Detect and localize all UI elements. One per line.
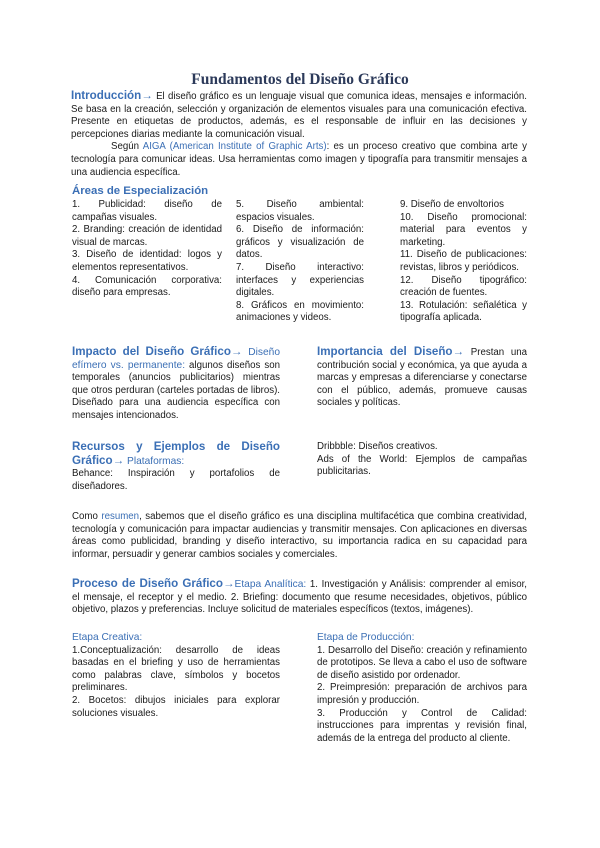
resumen-pre: Como bbox=[72, 511, 102, 522]
area-item: 13. Rotulación: señalética y tipografía aplicada. bbox=[400, 299, 527, 324]
area-item: 8. Gráficos en movimiento: animaciones y videos. bbox=[236, 299, 364, 324]
importancia-heading: Importancia del Diseño→ bbox=[317, 345, 465, 358]
area-item: 11. Diseño de publicaciones: revistas, libros y periódicos. bbox=[400, 249, 527, 273]
areas-column-1 bbox=[72, 199, 222, 300]
page-title: Fundamentos del Diseño Gráfico bbox=[191, 71, 409, 88]
area-item: 3. Diseño de identidad: logos y elementos representativos. bbox=[72, 249, 222, 273]
etapa-creativa-section bbox=[72, 632, 280, 720]
area-item: 7. Diseño interactivo: interfaces y experiencias digitales. bbox=[236, 261, 364, 299]
intro-section bbox=[71, 90, 527, 179]
resumen-section bbox=[72, 511, 527, 561]
impacto-paragraph bbox=[72, 346, 280, 423]
intro-heading: Introducción→ bbox=[71, 89, 153, 102]
impacto-sub: Diseño efímero vs. permanente: bbox=[72, 347, 280, 371]
areas-column-3 bbox=[400, 199, 527, 325]
aiga-post: : es un proceso creativo que combina arte y tecnología para comunicar ideas. Usa herramientas como imagen y tipografía para transmitir mensajes a una audiencia específica. bbox=[71, 141, 527, 178]
importancia-paragraph bbox=[317, 346, 527, 410]
area-item: 9. Diseño de envoltorios bbox=[400, 199, 504, 210]
etapa-creativa-item: 2. Bocetos: dibujos iniciales para explorar soluciones visuales. bbox=[72, 694, 280, 719]
aiga-paragraph bbox=[71, 141, 527, 179]
proceso-text: 1. Investigación y Análisis: comprender al emisor, el mensaje, el receptor y el medio. 2. Briefing: documento que resume necesidades, objetivos, público objetivo, plazos y preferencias. Incluye solicitud de materiales específicos (textos, imágenes). bbox=[72, 579, 527, 616]
impacto-text: algunos diseños son temporales (anuncios publicitarios) mientras que otros perduran (carteles portadas de libros). Diseñado para una audiencia específica con mensajes intencionados. bbox=[72, 359, 280, 421]
proceso-paragraph bbox=[72, 578, 527, 617]
etapa-produccion-section bbox=[317, 632, 527, 745]
etapa-produccion-item: 3. Producción y Control de Calidad: instrucciones para imprentas y revisión final, además de la entrega del producto al cliente. bbox=[317, 707, 527, 744]
resource-item-ads: Ads of the World: Ejemplos de campañas publicitarias. bbox=[317, 453, 527, 478]
recursos-section bbox=[72, 441, 280, 493]
impacto-section bbox=[72, 346, 280, 423]
intro-paragraph bbox=[71, 90, 527, 141]
recursos-column-2 bbox=[317, 441, 527, 479]
etapa-creativa-item: 1.Conceptualización: desarrollo de ideas basadas en el briefing y uso de herramientas como palabras clave, símbolos y bocetos preliminares. bbox=[72, 644, 280, 694]
recursos-paragraph bbox=[72, 441, 280, 468]
etapa-creativa-heading: Etapa Creativa: bbox=[72, 632, 143, 643]
area-item: 6. Diseño de información: gráficos y visualización de datos. bbox=[236, 224, 364, 261]
etapa-produccion-heading: Etapa de Producción: bbox=[317, 632, 415, 643]
resumen-paragraph bbox=[72, 511, 527, 561]
resource-item-behance: Behance: Inspiración y portafolios de diseñadores. bbox=[72, 468, 280, 492]
proceso-sub: Etapa Analítica: bbox=[234, 579, 307, 590]
recursos-sub: Plataformas: bbox=[124, 455, 185, 467]
etapa-produccion-item: 1. Desarrollo del Diseño: creación y refinamiento de prototipos. Se lleva a cabo el uso de software de diseño asistido por ordenador. bbox=[317, 644, 527, 681]
recursos-heading: Recursos y Ejemplos de Diseño Gráfico→ bbox=[72, 440, 280, 467]
impacto-heading: Impacto del Diseño Gráfico→ bbox=[72, 345, 243, 358]
etapa-produccion-item: 2. Preimpresión: preparación de archivos para impresión y producción. bbox=[317, 682, 527, 706]
areas-heading: Áreas de Especialización bbox=[72, 185, 209, 197]
proceso-heading: Proceso de Diseño Gráfico→ bbox=[72, 577, 235, 590]
intro-text: El diseño gráfico es un lenguaje visual que comunica ideas, mensajes e información. Se basa en la creación, selección y organización de elementos visuales para una comunicación efectiva. Presente en etiquetas de productos, además, es el responsable de influir en las decisiones y percepciones diarias mediante la comunicación visual. bbox=[71, 91, 527, 140]
resumen-post: , sabemos que el diseño gráfico es una disciplina multifacética que combina creatividad, tecnología y comunicación para impactar audiencias y transmitir mensajes. Con aplicaciones en diversas áreas como publicidad, branding y diseño interactivo, su importancia radica en su capacidad para informar, persuadir y generar cambios sociales y comerciales. bbox=[72, 511, 527, 560]
area-item: 12. Diseño tipográfico: creación de fuentes. bbox=[400, 274, 527, 299]
area-item: 10. Diseño promocional: material para eventos y marketing. bbox=[400, 211, 527, 248]
aiga-pre: Según bbox=[111, 141, 143, 153]
importancia-text: Prestan una contribución social y económica, ya que ayuda a marcas y empresas a diferenciarse y conectarse con el público, además, promueve causas sociales y políticas. bbox=[317, 347, 527, 409]
proceso-section bbox=[72, 578, 527, 617]
area-item: 1. Publicidad: diseño de campañas visuales. bbox=[72, 199, 222, 223]
area-item: 2. Branding: creación de identidad visual de marcas. bbox=[72, 224, 222, 248]
resumen-link[interactable]: resumen bbox=[101, 511, 140, 522]
area-item: 4. Comunicación corporativa: diseño para empresas. bbox=[72, 274, 222, 299]
importancia-section bbox=[317, 346, 527, 410]
area-item: 5. Diseño ambiental: espacios visuales. bbox=[236, 199, 364, 223]
areas-column-2 bbox=[236, 199, 364, 325]
resource-item-dribbble: Dribbble: Diseños creativos. bbox=[317, 441, 438, 452]
aiga-link[interactable]: AIGA (American Institute of Graphic Arts) bbox=[142, 141, 327, 153]
